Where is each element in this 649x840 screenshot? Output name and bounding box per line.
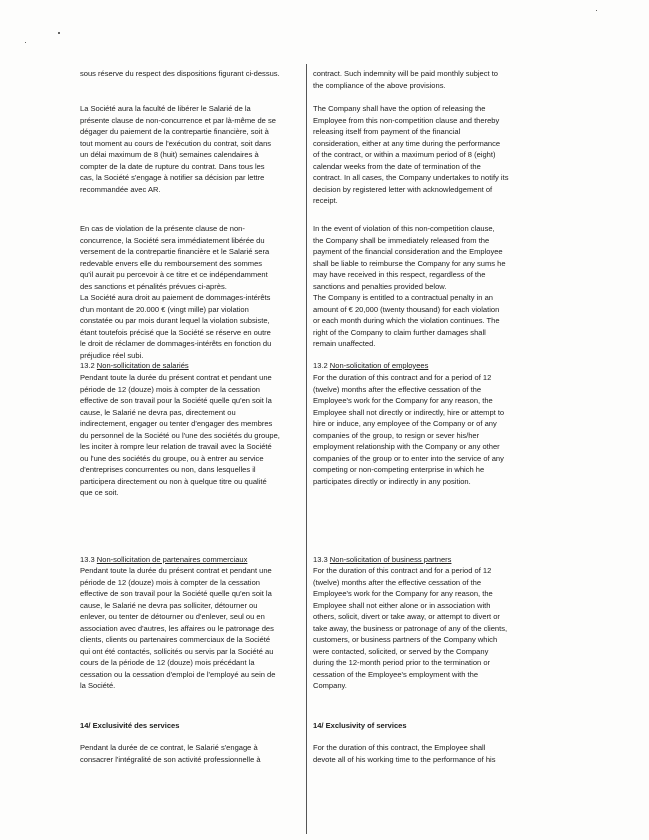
en-heading-13-3-title: Non-solicitation of business partners bbox=[329, 554, 452, 564]
scan-speck bbox=[25, 42, 26, 43]
en-intro-tail: contract. Such indemnity will be paid monthly subject to the compliance of the above provisions. bbox=[313, 69, 498, 90]
en-violation-clause: In the event of violation of this non-competition clause, the Company shall be immediately released from the payment of the financial consideration and the Employee shall be liable to reimburse the Company for any sums he may have received in this respect, regardless of the sanctions and penalties provided below. The Company is entitled to a contractual penalty in an amount of € 20,000 (twenty thousand) for each violation or each month during which the violation continues. The right of the Company to claim further damages shall remain unaffected. bbox=[313, 224, 506, 349]
fr-heading-14: 14/ Exclusivité des services bbox=[80, 721, 180, 730]
column-divider bbox=[306, 64, 307, 834]
en-heading-13-2 bbox=[313, 348, 428, 371]
en-heading-13-2-number: 13.2 bbox=[313, 360, 330, 370]
fr-heading-13-2 bbox=[80, 348, 189, 371]
scan-speck bbox=[58, 32, 60, 34]
en-release-clause: The Company shall have the option of releasing the Employee from this non-competition clause and thereby releasing itself from payment of the financial consideration, either at any time during the performance of the contract, or within a maximum period of 8 (eight) calendar weeks from the date of termination of the contract. In all cases, the Company undertakes to notify its decision by registered letter with acknowledgement of receipt. bbox=[313, 104, 509, 206]
fr-violation-clause: En cas de violation de la présente clause de non- concurrence, la Société sera immédiatement libérée du versement de la contrepartie financière et le Salarié sera redevable envers elle du remboursement des sommes qu'il aurait pu percevoir à ce titre et ce indépendamment des sanctions et pénalités prévues ci-après. La Société aura droit au paiement de dommages-intérêts d'un montant de 20.000 € (vingt mille) par violation constatée ou par mois durant lequel la violation subsiste, étant toutefois précisé que la Société se réserve en outre le droit de réclamer de dommages-intérêts en fonction du préjudice réel subi. bbox=[80, 224, 272, 361]
en-heading-14: 14/ Exclusivity of services bbox=[313, 721, 407, 730]
fr-section-14-body: Pendant la durée de ce contrat, le Salarié s'engage à consacrer l'intégralité de son activité professionnelle à bbox=[80, 743, 261, 764]
fr-intro-tail: sous réserve du respect des dispositions figurant ci-dessus. bbox=[80, 69, 280, 78]
fr-heading-13-2-title: Non-sollicitation de salariés bbox=[96, 360, 189, 370]
fr-heading-13-3-number: 13.3 bbox=[80, 554, 97, 564]
fr-release-clause: La Société aura la faculté de libérer le Salarié de la présente clause de non-concurrence et par là-même de se dégager du paiement de la contrepartie financière, soit à tout moment au cours de l'exécution du contrat, soit dans un délai maximum de 8 (huit) semaines calendaires à compter de la date de rupture du contrat. Dans tous les cas, la Société s'engage à notifier sa décision par lettre recommandée avec AR. bbox=[80, 104, 276, 194]
fr-heading-13-3 bbox=[80, 542, 247, 565]
en-section-13-3-body: For the duration of this contract and for a period of 12 (twelve) months after the effective cessation of the Employee's work for the Company for any reason, the Employee shall not either alone or in association with others, solicit, divert or take away, or attempt to divert or take away, the business or patronage of any of the clients, customers, or business partners of the Company which were contacted, solicited, or served by the Company during the 12-month period prior to the termination or cessation of the Employee's employment with the Company. bbox=[313, 566, 508, 691]
fr-heading-13-3-title: Non-sollicitation de partenaires commerciaux bbox=[96, 554, 248, 564]
en-heading-13-2-title: Non-solicitation of employees bbox=[329, 360, 429, 370]
scan-speck bbox=[596, 10, 597, 11]
fr-section-13-3-body: Pendant toute la durée du présent contrat et pendant une période de 12 (douze) mois à compter de la cessation effective de son travail pour la Société quelle qu'en soit la cause, le Salarié ne devra pas solliciter, détourner ou enlever, ou tenter de détourner ou d'enlever, seul ou en association avec d'autres, les affaires ou le patronage des clients, clients ou partenaires commerciaux de la Société qui ont été contactés, sollicités ou servis par la Société au cours de la période de 12 (douze) mois précédant la cessation ou la cessation d'emploi de l'employé au sein de la Société. bbox=[80, 566, 276, 691]
en-heading-13-3-number: 13.3 bbox=[313, 554, 330, 564]
en-section-14-body: For the duration of this contract, the Employee shall devote all of his working time to the performance of his bbox=[313, 743, 496, 764]
fr-heading-13-2-number: 13.2 bbox=[80, 360, 97, 370]
en-heading-13-3 bbox=[313, 542, 451, 565]
fr-section-13-2-body: Pendant toute la durée du présent contrat et pendant une période de 12 (douze) mois à compter de la cessation effective de son travail pour la Société quelle qu'en soit la cause, le Salarié ne devra pas, directement ou indirectement, engager ou tenter d'engager des membres du personnel de la Société ou l'une des sociétés du groupe, les inciter à rompre leur relation de travail avec la Société ou l'une des sociétés du groupe, ou à entrer au service d'entreprises concurrentes ou non, dans lesquelles il participera directement ou non à quelque titre ou qualité que ce soit. bbox=[80, 373, 280, 498]
en-section-13-2-body: For the duration of this contract and for a period of 12 (twelve) months after the effective cessation of the Employee's work for the Company for any reason, the Employee shall not directly or indirectly, hire or attempt to hire or induce, any employee of the Company or of any companies of the group, to resign or sever his/her employment relationship with the Company or any other companies of the group or to enter into the service of any competing or non-competing enterprise in which he participates directly or indirectly in any position. bbox=[313, 373, 505, 486]
